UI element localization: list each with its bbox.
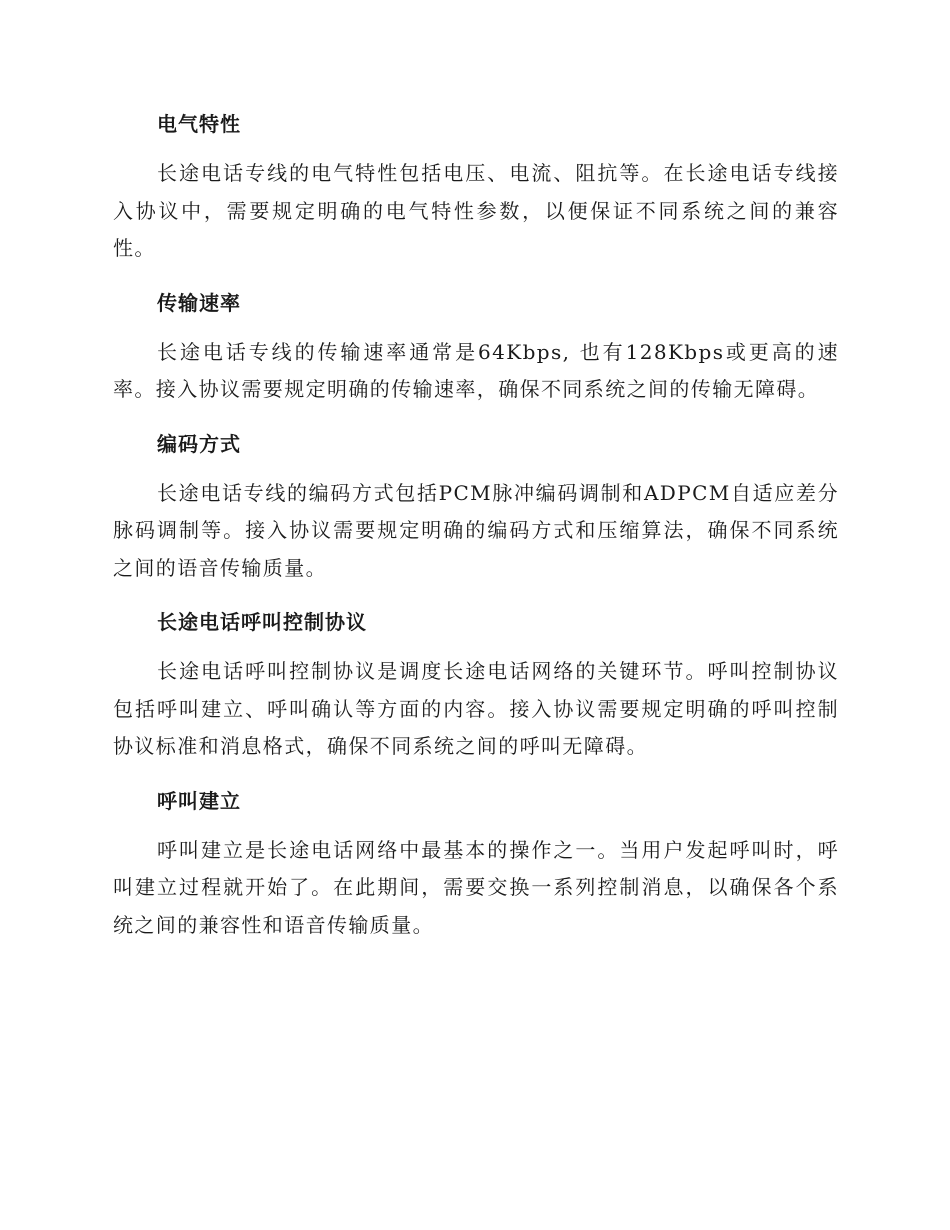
section-body-call-setup: 呼叫建立是长途电话网络中最基本的操作之一。当用户发起呼叫时，呼叫建立过程就开始了。在此期间，需要交换一系列控制消息，以确保各个系统之间的兼容性和语音传输质量。 (113, 837, 839, 937)
section-body-call-control: 长途电话呼叫控制协议是调度长途电话网络的关键环节。呼叫控制协议包括呼叫建立、呼叫确认等方面的内容。接入协议需要规定明确的呼叫控制协议标准和消息格式，确保不同系统之间的呼叫无障碍。 (113, 659, 839, 758)
section-body-transmission-rate: 长途电话专线的传输速率通常是64Kbps, 也有128Kbps或更高的速率。接入协议需要规定明确的传输速率，确保不同系统之间的传输无障碍。 (113, 339, 839, 401)
section-heading-transmission-rate: 传输速率 (157, 290, 241, 315)
section-heading-call-setup: 呼叫建立 (157, 788, 241, 813)
section-body-encoding: 长途电话专线的编码方式包括PCM脉冲编码调制和ADPCM自适应差分脉码调制等。接入协议需要规定明确的编码方式和压缩算法，确保不同系统之间的语音传输质量。 (113, 480, 839, 580)
section-heading-encoding: 编码方式 (157, 431, 241, 456)
section-body-electrical: 长途电话专线的电气特性包括电压、电流、阻抗等。在长途电话专线接入协议中，需要规定明确的电气特性参数，以便保证不同系统之间的兼容性。 (113, 161, 839, 260)
document-page (113, 108, 839, 963)
section-heading-call-control: 长途电话呼叫控制协议 (157, 610, 367, 634)
section-heading-electrical: 电气特性 (157, 112, 241, 136)
